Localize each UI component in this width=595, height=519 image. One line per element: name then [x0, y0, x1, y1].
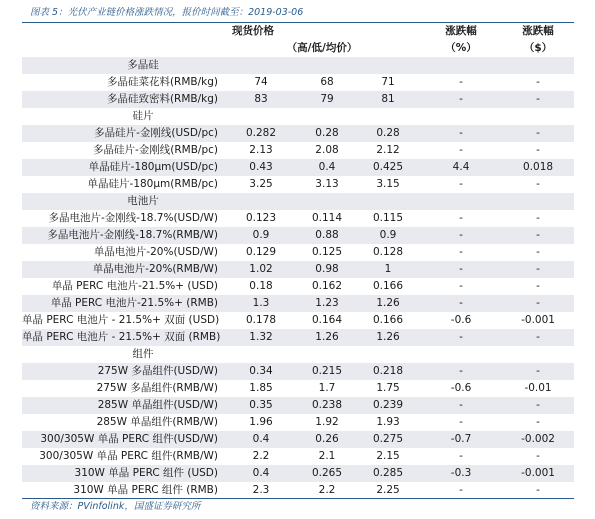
price-avg: 0.166: [372, 314, 404, 326]
change-pct: -: [459, 76, 463, 88]
price-avg: 0.285: [356, 465, 420, 482]
change-abs: -: [536, 280, 540, 292]
change-pct: -: [420, 91, 502, 108]
bottom-rule: [22, 498, 574, 499]
price-low: 0.162: [311, 280, 343, 292]
change-pct: -0.3: [420, 465, 502, 482]
product-name: 多晶硅片-金刚线(RMB/pc): [92, 144, 218, 156]
change-pct: -: [420, 295, 502, 312]
product-name: 275W 多晶组件(RMB/W): [96, 382, 218, 394]
product-name: 单晶电池片-20%(RMB/W): [22, 261, 224, 278]
price-avg: 1.75: [376, 382, 400, 394]
price-avg: 2.15: [376, 450, 400, 462]
change-pct: -: [420, 397, 502, 414]
price-low: 0.4: [298, 159, 356, 176]
product-name: 多晶硅片-金刚线(USD/pc): [22, 125, 224, 142]
price-high: 0.129: [245, 246, 277, 258]
table-row: [22, 431, 574, 448]
table-row: [22, 448, 574, 465]
price-high: 1.32: [224, 329, 298, 346]
price-low: 79: [298, 91, 356, 108]
category-row: [22, 193, 574, 210]
header-row-2: [22, 40, 574, 57]
price-low: 3.13: [315, 178, 339, 190]
category-row: [22, 108, 574, 125]
change-abs: -: [536, 484, 540, 496]
price-low: 0.28: [298, 125, 356, 142]
change-abs: -: [502, 397, 574, 414]
category-label: 多晶硅: [22, 57, 224, 74]
price-high: 3.25: [249, 178, 273, 190]
change-pct-subheader: （%）: [420, 40, 502, 57]
change-pct: -: [420, 329, 502, 346]
price-avg: 0.128: [372, 246, 404, 258]
table-row: [22, 363, 574, 380]
category-row: [22, 346, 574, 363]
product-name: 单晶 PERC 电池片 - 21.5%+ 双面 (RMB): [22, 329, 224, 346]
table-row: [22, 414, 574, 431]
price-high: 0.43: [224, 159, 298, 176]
table-row: [22, 74, 574, 91]
change-abs: -0.001: [521, 314, 555, 326]
price-avg: 1.26: [356, 295, 420, 312]
table-row: [22, 210, 574, 227]
source-note: 资料来源：PVinfolink，国盛证券研究所: [30, 501, 201, 512]
price-high: 0.9: [224, 227, 298, 244]
change-pct: -: [459, 144, 463, 156]
price-avg: 0.166: [372, 280, 404, 292]
change-abs: 0.018: [502, 159, 574, 176]
product-name: 310W 单晶 PERC 组件 (RMB): [73, 484, 218, 496]
change-abs: -: [502, 261, 574, 278]
change-abs-subheader: （$）: [502, 40, 574, 57]
change-abs: -: [536, 450, 540, 462]
change-pct: -: [420, 363, 502, 380]
product-name: 275W 多晶组件(USD/W): [22, 363, 224, 380]
price-avg: 0.275: [356, 431, 420, 448]
price-high: 2.3: [252, 484, 270, 496]
change-pct: -: [459, 178, 463, 190]
product-name: 多晶硅致密料(RMB/kg): [22, 91, 224, 108]
price-low: 68: [320, 76, 334, 88]
price-avg: 0.239: [356, 397, 420, 414]
table-row: [22, 176, 574, 193]
change-pct: -0.6: [450, 382, 472, 394]
change-pct: -0.7: [420, 431, 502, 448]
change-pct: -: [459, 280, 463, 292]
price-avg: 71: [381, 76, 395, 88]
price-low: 0.125: [311, 246, 343, 258]
spot-price-subheader: （高/低/均价）: [224, 40, 420, 57]
change-abs: -: [536, 178, 540, 190]
price-high: 0.4: [224, 431, 298, 448]
product-name: 300/305W 单晶 PERC 组件(USD/W): [22, 431, 224, 448]
change-abs: -: [536, 212, 540, 224]
price-high: 74: [254, 76, 268, 88]
price-avg: 1.93: [376, 416, 400, 428]
price-avg: 0.115: [372, 212, 404, 224]
change-abs: -: [502, 227, 574, 244]
change-pct: -0.6: [450, 314, 472, 326]
change-abs: -: [502, 329, 574, 346]
table-row: [22, 482, 574, 499]
product-name: 285W 单晶组件(USD/W): [22, 397, 224, 414]
price-low: 0.238: [298, 397, 356, 414]
price-low: 2.2: [318, 484, 336, 496]
table-row: [22, 142, 574, 159]
spot-price-header: 现货价格: [224, 23, 420, 40]
price-avg: 0.218: [356, 363, 420, 380]
product-name: 300/305W 单晶 PERC 组件(RMB/W): [39, 450, 218, 462]
change-abs: -0.01: [524, 382, 552, 394]
price-avg: 81: [356, 91, 420, 108]
table-row: [22, 465, 574, 482]
price-high: 0.18: [249, 280, 273, 292]
price-low: 0.215: [298, 363, 356, 380]
price-low: 0.98: [298, 261, 356, 278]
change-pct: 4.4: [420, 159, 502, 176]
price-table: [22, 23, 574, 499]
price-avg: 3.15: [376, 178, 400, 190]
table-caption: 图表 5：光伏产业链价格涨跌情况，报价时间截至：2019-03-06: [30, 7, 304, 18]
price-low: 1.23: [298, 295, 356, 312]
change-abs: -0.002: [502, 431, 574, 448]
product-name: 单晶硅片-180μm(RMB/pc): [87, 178, 218, 190]
price-low: 0.88: [298, 227, 356, 244]
table-row: [22, 329, 574, 346]
price-high: 0.34: [224, 363, 298, 380]
change-pct: -: [459, 416, 463, 428]
category-label: 组件: [132, 348, 154, 360]
change-abs: -: [502, 91, 574, 108]
change-abs: -0.001: [502, 465, 574, 482]
price-avg: 0.28: [356, 125, 420, 142]
price-high: 0.282: [224, 125, 298, 142]
category-label: 电池片: [22, 193, 224, 210]
price-high: 1.02: [224, 261, 298, 278]
price-high: 0.35: [224, 397, 298, 414]
product-name: 多晶电池片-金刚线-18.7%(USD/W): [48, 212, 218, 224]
price-high: 0.178: [245, 314, 277, 326]
change-pct: -: [420, 125, 502, 142]
change-abs: -: [536, 76, 540, 88]
category-row: [22, 57, 574, 74]
price-avg: 1.26: [356, 329, 420, 346]
price-high: 0.4: [224, 465, 298, 482]
change-pct: -: [459, 212, 463, 224]
price-avg: 2.12: [376, 144, 400, 156]
price-low: 0.26: [298, 431, 356, 448]
product-name: 单晶硅片-180μm(USD/pc): [22, 159, 224, 176]
header-row-1: [22, 23, 574, 40]
product-name: 310W 单晶 PERC 组件 (USD): [22, 465, 224, 482]
product-name: 多晶电池片-金刚线-18.7%(RMB/W): [22, 227, 224, 244]
price-avg: 1: [356, 261, 420, 278]
table-row: [22, 380, 574, 397]
table-row: [22, 125, 574, 142]
change-abs: -: [536, 246, 540, 258]
table-row: [22, 91, 574, 108]
change-abs: -: [502, 125, 574, 142]
price-avg: 2.25: [376, 484, 400, 496]
price-high: 0.123: [245, 212, 277, 224]
product-name: 单晶电池片-20%(USD/W): [93, 246, 218, 258]
change-abs: -: [502, 295, 574, 312]
change-pct: -: [459, 484, 463, 496]
table-row: [22, 244, 574, 261]
product-name: 单晶 PERC 电池片-21.5%+ (USD): [51, 280, 218, 292]
price-high: 2.2: [252, 450, 270, 462]
price-avg: 0.9: [356, 227, 420, 244]
product-name: 多晶硅菜花料(RMB/kg): [106, 76, 218, 88]
price-low: 1.92: [315, 416, 339, 428]
change-pct: -: [459, 246, 463, 258]
table-row: [22, 159, 574, 176]
change-pct-header: 涨跌幅: [420, 23, 502, 40]
price-high: 2.13: [249, 144, 273, 156]
change-pct: -: [420, 261, 502, 278]
product-name: 单晶 PERC 电池片 - 21.5%+ 双面 (USD): [22, 314, 220, 326]
table-row: [22, 227, 574, 244]
price-low: 0.164: [311, 314, 343, 326]
table-row: [22, 278, 574, 295]
product-name: 285W 单晶组件(RMB/W): [96, 416, 218, 428]
price-low: 1.26: [298, 329, 356, 346]
product-name: 单晶 PERC 电池片-21.5%+ (RMB): [22, 295, 224, 312]
change-pct: -: [420, 227, 502, 244]
price-avg: 0.425: [356, 159, 420, 176]
price-low: 0.265: [298, 465, 356, 482]
table-row: [22, 397, 574, 414]
change-abs: -: [536, 144, 540, 156]
price-low: 2.1: [318, 450, 336, 462]
table-row: [22, 295, 574, 312]
price-high: 1.3: [224, 295, 298, 312]
change-abs-header: 涨跌幅: [502, 23, 574, 40]
change-pct: -: [459, 450, 463, 462]
price-low: 2.08: [315, 144, 339, 156]
price-low: 1.7: [318, 382, 336, 394]
price-high: 83: [224, 91, 298, 108]
table-row: [22, 312, 574, 329]
table-row: [22, 261, 574, 278]
price-low: 0.114: [311, 212, 343, 224]
change-abs: -: [536, 416, 540, 428]
change-abs: -: [502, 363, 574, 380]
price-high: 1.96: [249, 416, 273, 428]
category-label: 硅片: [132, 110, 154, 122]
price-high: 1.85: [249, 382, 273, 394]
